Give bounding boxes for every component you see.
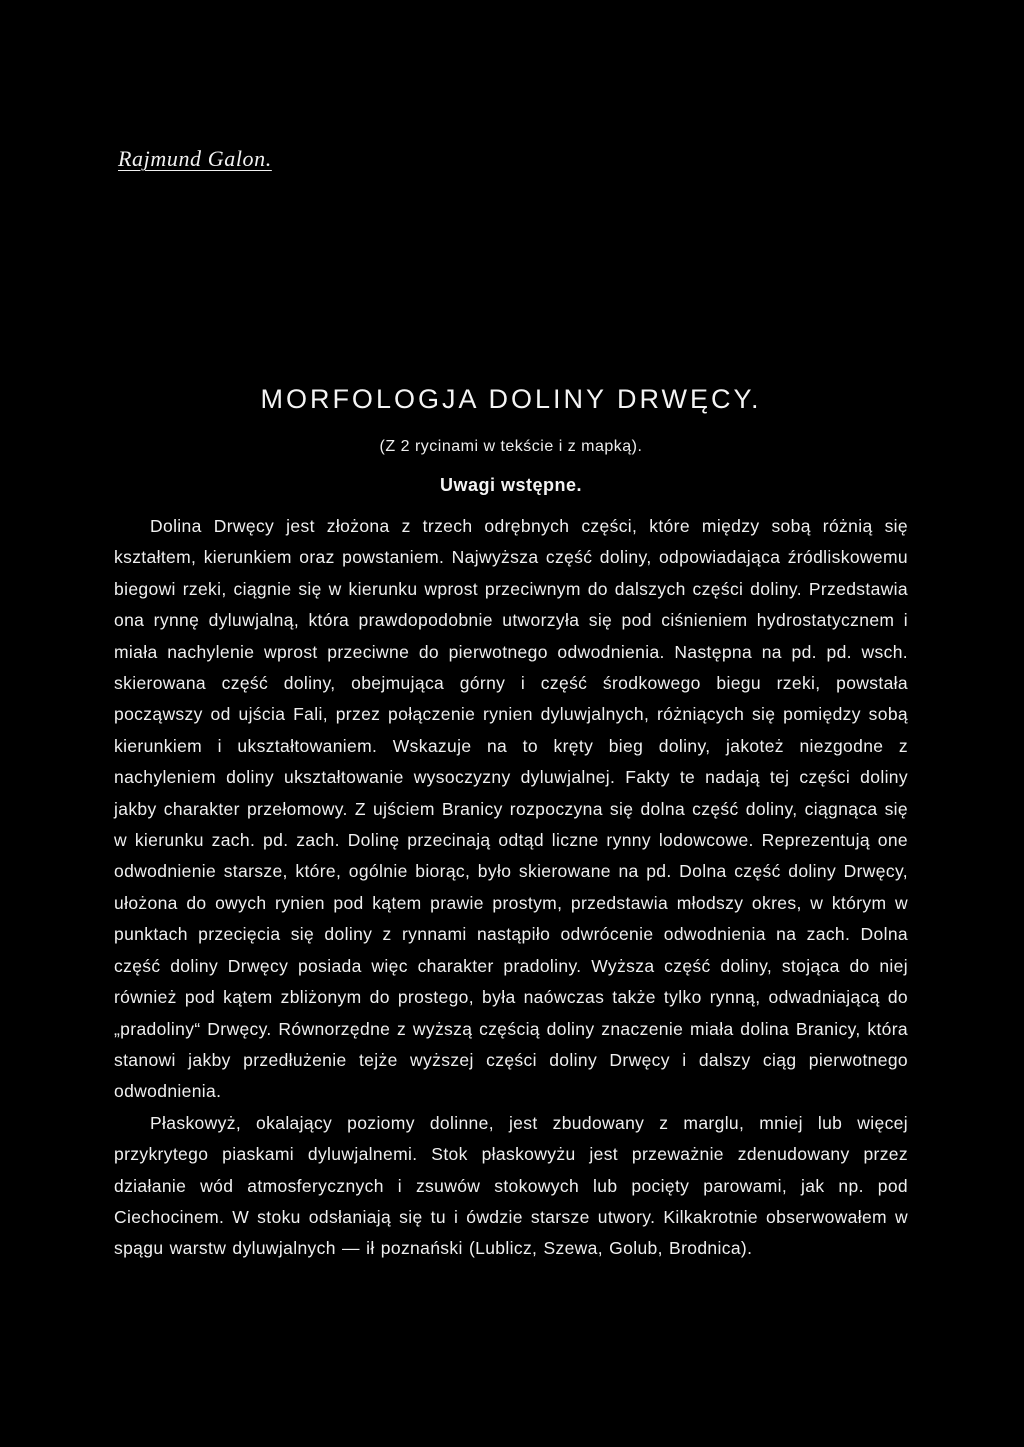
author-name: Rajmund Galon. [118,146,272,171]
paragraph: Płaskowyż, okalający poziomy dolinne, jest zbudowany z marglu, mniej lub więcej przykrytego piaskami dyluwjalnemi. Stok płaskowyżu jest przeważnie zdenudowany przez działanie wód atmosferycznych i zsuwów stokowych lub pocięty parowami, jak np. pod Ciechocinem. W stoku odsłaniają się tu i ówdzie starsze utwory. Kilkakrotnie obserwowałem w spągu warstw dyluwjalnych — ił poznański (Lublicz, Szewa, Golub, Brodnica). [114,1112,908,1259]
section-heading: Uwagi wstępne. [439,475,583,495]
article-body [114,511,908,1265]
article-title: MORFOLOGJA DOLINY DRWĘCY. [260,384,762,414]
paragraph: Dolina Drwęcy jest złożona z trzech odrębnych części, które między sobą różnią się kształtem, kierunkiem oraz powstaniem. Najwyższa część doliny, odpowiadająca źródliskowemu biegowi rzeki, ciągnie się w kierunku wprost przeciwnym do dalszych części doliny. Przedstawia ona rynnę dyluwjalną, która prawdopodobnie utworzyła się pod ciśnieniem hydrostatycznem i miała nachylenie wprost przeciwne do pierwotnego odwodnienia. Następna na pd. pd. wsch. skierowana część doliny, obejmująca górny i część środkowego biegu rzeki, powstała począwszy od ujścia Fali, przez połączenie rynien dyluwjalnych, różniących się pomiędzy sobą kierunkiem i ukształtowaniem. Wskazuje na to kręty bieg doliny, jakoteż niezgodne z nachyleniem doliny ukształtowanie wysoczyzny dyluwjalnej. Fakty te nadają tej części doliny jakby charakter przełomowy. Z ujściem Branicy rozpoczyna się dolna część doliny, ciągnąca się w kierunku zach. pd. zach. Dolinę przecinają odtąd liczne rynny lodowcowe. Reprezentują one odwodnienie starsze, które, ogólnie biorąc, było skierowane na pd. Dolna część doliny Drwęcy, ułożona do owych rynien pod kątem prawie prostym, przedstawia młodszy okres, w którym w punktach przecięcia się doliny z rynnami nastąpiło odwrócenie odwodnienia na zach. Dolna część doliny Drwęcy posiada więc charakter pradoliny. Wyższa część doliny, stojąca do niej również pod kątem zbliżonym do prostego, była naówczas także tylko rynną, odwadniającą do „pradoliny“ Drwęcy. Równorzędne z wyższą częścią doliny znaczenie miała dolina Branicy, która stanowi jakby przedłużenie tejże wyższej części doliny Drwęcy i dalszy ciąg pierwotnego odwodnienia. [114,516,908,1102]
article-subtitle: (Z 2 rycinami w tekście i z mapką). [379,438,643,455]
